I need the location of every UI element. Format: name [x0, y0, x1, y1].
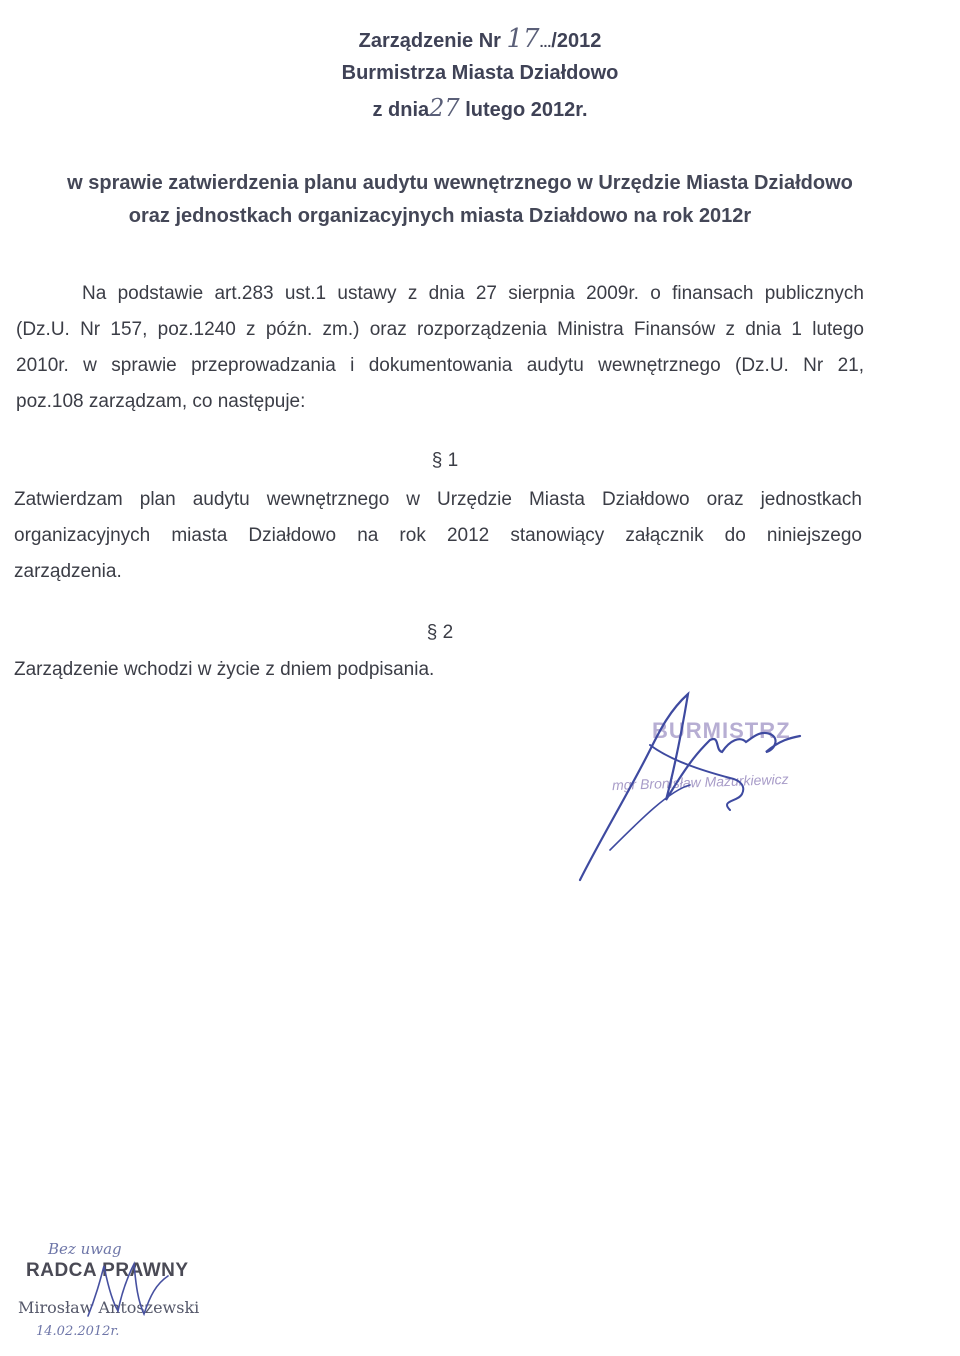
document-title [0, 24, 960, 54]
title-dots: ... [539, 34, 552, 50]
section-2-heading: § 2 [426, 622, 454, 643]
title-suffix: /2012 [551, 30, 602, 52]
legal-stamp-name: Mirosław Antoszewski [18, 1298, 200, 1317]
document-date [0, 94, 960, 122]
stamp-name: mgr Bronisław Mazurkiewicz [611, 770, 789, 794]
handwritten-date: 14.02.2012r. [36, 1324, 120, 1339]
preamble-line: (Dz.U. Nr 157, poz.1240 z późn. zm.) oraz rozporządzenia Ministra Finansów z dnia 1 lutego [16, 319, 864, 340]
section-2-body [14, 652, 862, 688]
legal-stamp-title: RADCA PRAWNY [26, 1260, 189, 1281]
document-subject [0, 167, 960, 233]
issuer: Burmistrza Miasta Działdowo [341, 62, 619, 84]
section-1-line: organizacyjnych miasta Działdowo na rok 2012 stanowiący załącznik do niniejszego [14, 525, 862, 546]
date-prefix: z dnia [372, 99, 430, 121]
section-1-line: zarządzenia. [14, 561, 122, 582]
preamble-line: poz.108 zarządzam, co następuje: [16, 391, 306, 412]
legal-advisor-signature [78, 1256, 188, 1326]
subject-line-2: oraz jednostkach organizacyjnych miasta Działdowo na rok 2012r [128, 205, 752, 227]
preamble-line: Na podstawie art.283 ust.1 ustawy z dnia 27 sierpnia 2009r. o finansach publicznych [82, 283, 864, 304]
stamp-title: BURMISTRZ [652, 718, 791, 743]
mayor-signature-block [570, 690, 830, 890]
subject-line-1: w sprawie zatwierdzenia planu audytu wewnętrznego w Urzędzie Miasta Działdowo [67, 172, 853, 194]
handwritten-day: 27 [429, 94, 460, 122]
section-1-line: Zatwierdzam plan audytu wewnętrznego w Urzędzie Miasta Działdowo oraz jednostkach [14, 489, 862, 510]
handwritten-note: Bez uwag [48, 1240, 122, 1258]
handwritten-signature [570, 690, 830, 890]
section-1-heading: § 1 [431, 450, 459, 471]
date-suffix: lutego 2012r. [459, 99, 588, 121]
legal-advisor-stamp [18, 1236, 238, 1346]
handwritten-number: 17 [506, 24, 540, 54]
section-1-body [14, 482, 862, 590]
preamble-line: 2010r. w sprawie przeprowadzania i dokumentowania audytu wewnętrznego (Dz.U. Nr 21, [16, 355, 864, 376]
title-prefix: Zarządzenie Nr [358, 30, 507, 52]
preamble [16, 276, 864, 420]
section-2-line: Zarządzenie wchodzi w życie z dniem podpisania. [14, 659, 435, 680]
